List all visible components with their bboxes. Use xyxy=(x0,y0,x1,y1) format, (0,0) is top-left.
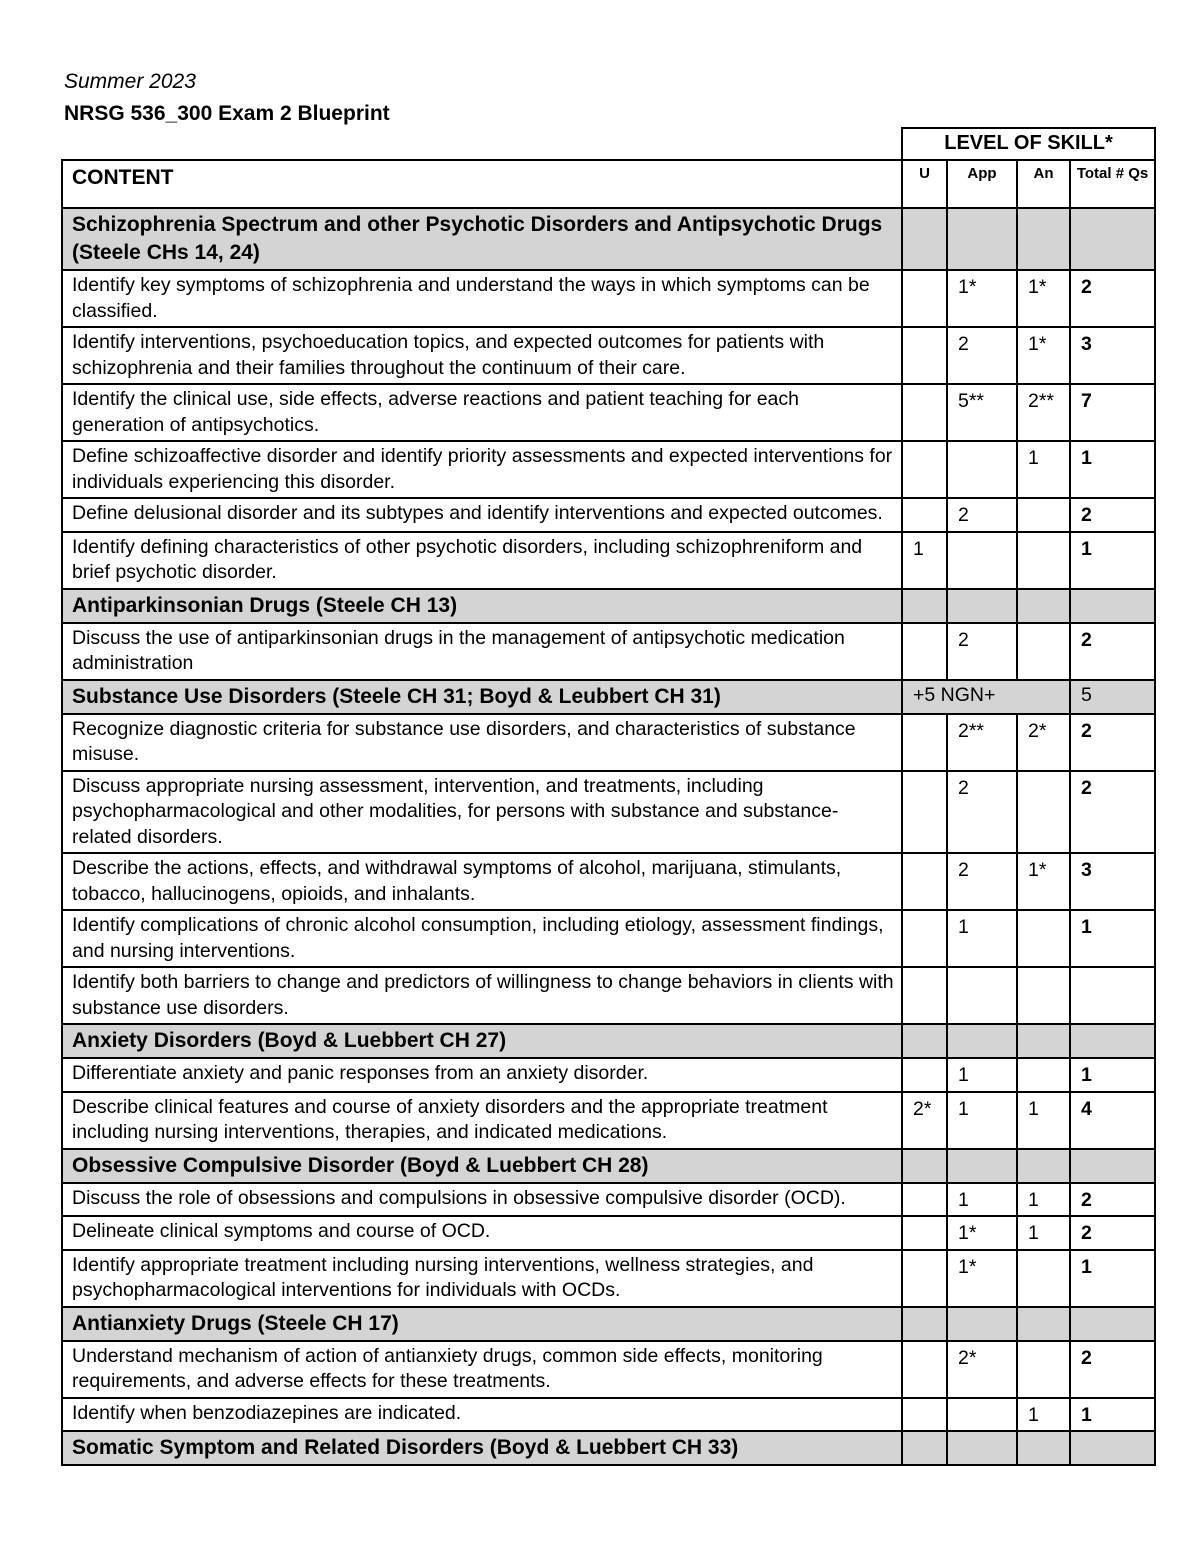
total-value: 4 xyxy=(1070,1092,1155,1149)
an-header: An xyxy=(1017,160,1070,208)
section-header-row xyxy=(62,589,1155,623)
section-app-cell xyxy=(947,1431,1017,1465)
table-row xyxy=(62,1398,1155,1432)
table-row xyxy=(62,327,1155,384)
total-value: 1 xyxy=(1070,910,1155,967)
section-u-cell xyxy=(902,208,947,270)
section-an-cell xyxy=(1017,1024,1070,1058)
section-total-cell xyxy=(1070,1307,1155,1341)
term-label: Summer 2023 xyxy=(64,70,196,93)
objective-text: Discuss the use of antiparkinsonian drugs in the management of antipsychotic medication administration xyxy=(62,623,902,680)
objective-text: Identify when benzodiazepines are indicated. xyxy=(62,1398,902,1432)
objective-text: Discuss the role of obsessions and compulsions in obsessive compulsive disorder (OCD). xyxy=(62,1183,902,1217)
an-value: 1 xyxy=(1017,441,1070,498)
app-value: 2 xyxy=(947,853,1017,910)
app-value: 1* xyxy=(947,270,1017,327)
u-value: 1 xyxy=(902,532,947,589)
app-value xyxy=(947,1398,1017,1432)
u-header: U xyxy=(902,160,947,208)
app-value: 5** xyxy=(947,384,1017,441)
section-title: Antiparkinsonian Drugs (Steele CH 13) xyxy=(62,589,902,623)
objective-text: Identify both barriers to change and predictors of willingness to change behaviors in clients with substance use disorders. xyxy=(62,967,902,1024)
app-value: 2 xyxy=(947,771,1017,854)
section-total-cell xyxy=(1070,1024,1155,1058)
u-value xyxy=(902,1216,947,1250)
app-value: 2 xyxy=(947,498,1017,532)
objective-text: Define schizoaffective disorder and identify priority assessments and expected interventions for individuals experiencing this disorder. xyxy=(62,441,902,498)
an-value: 1 xyxy=(1017,1092,1070,1149)
objective-text: Define delusional disorder and its subtypes and identify interventions and expected outcomes. xyxy=(62,498,902,532)
section-app-cell xyxy=(947,1307,1017,1341)
objective-text: Recognize diagnostic criteria for substance use disorders, and characteristics of substance misuse. xyxy=(62,714,902,771)
section-header-row xyxy=(62,1307,1155,1341)
an-value xyxy=(1017,1341,1070,1398)
total-value: 7 xyxy=(1070,384,1155,441)
an-value xyxy=(1017,967,1070,1024)
total-value: 3 xyxy=(1070,327,1155,384)
total-value: 1 xyxy=(1070,1398,1155,1432)
section-total-cell xyxy=(1070,208,1155,270)
section-header-row xyxy=(62,1149,1155,1183)
table-row xyxy=(62,532,1155,589)
section-title: Obsessive Compulsive Disorder (Boyd & Luebbert CH 28) xyxy=(62,1149,902,1183)
section-an-cell xyxy=(1017,208,1070,270)
objective-text: Identify defining characteristics of other psychotic disorders, including schizophreniform and brief psychotic disorder. xyxy=(62,532,902,589)
app-value xyxy=(947,967,1017,1024)
objective-text: Identify interventions, psychoeducation topics, and expected outcomes for patients with schizophrenia and their families throughout the continuum of their care. xyxy=(62,327,902,384)
total-value: 3 xyxy=(1070,853,1155,910)
objective-text: Understand mechanism of action of antianxiety drugs, common side effects, monitoring requirements, and adverse effects for these treatments. xyxy=(62,1341,902,1398)
app-value: 2 xyxy=(947,623,1017,680)
total-value: 2 xyxy=(1070,498,1155,532)
table-row xyxy=(62,498,1155,532)
section-title: Somatic Symptom and Related Disorders (Boyd & Luebbert CH 33) xyxy=(62,1431,902,1465)
section-an-cell xyxy=(1017,1149,1070,1183)
table-row xyxy=(62,1250,1155,1307)
section-an-cell xyxy=(1017,1431,1070,1465)
total-value: 1 xyxy=(1070,441,1155,498)
an-value xyxy=(1017,1250,1070,1307)
objective-text: Delineate clinical symptoms and course of OCD. xyxy=(62,1216,902,1250)
u-value xyxy=(902,714,947,771)
section-title: Antianxiety Drugs (Steele CH 17) xyxy=(62,1307,902,1341)
section-header-row xyxy=(62,208,1155,270)
table-row xyxy=(62,853,1155,910)
total-value: 1 xyxy=(1070,1058,1155,1092)
an-value xyxy=(1017,623,1070,680)
u-value: 2* xyxy=(902,1092,947,1149)
table-row xyxy=(62,1058,1155,1092)
section-title: Anxiety Disorders (Boyd & Luebbert CH 27) xyxy=(62,1024,902,1058)
section-u-cell xyxy=(902,1149,947,1183)
an-value: 1* xyxy=(1017,853,1070,910)
total-value: 2 xyxy=(1070,771,1155,854)
app-value: 2* xyxy=(947,1341,1017,1398)
objective-text: Describe the actions, effects, and withdrawal symptoms of alcohol, marijuana, stimulants, tobacco, hallucinogens, opioids, and inhalants. xyxy=(62,853,902,910)
section-u-cell xyxy=(902,1024,947,1058)
total-value: 2 xyxy=(1070,1341,1155,1398)
objective-text: Discuss appropriate nursing assessment, intervention, and treatments, including psychopharmacological and other modalities, for persons with substance and substance-related disorders. xyxy=(62,771,902,854)
app-value: 1* xyxy=(947,1250,1017,1307)
an-value: 1* xyxy=(1017,270,1070,327)
an-value xyxy=(1017,498,1070,532)
app-value: 2 xyxy=(947,327,1017,384)
level-of-skill-header: LEVEL OF SKILL* xyxy=(902,128,1155,160)
total-value: 2 xyxy=(1070,270,1155,327)
table-row xyxy=(62,441,1155,498)
total-value: 2 xyxy=(1070,1183,1155,1217)
an-value xyxy=(1017,532,1070,589)
section-app-cell xyxy=(947,1024,1017,1058)
section-app-cell xyxy=(947,1149,1017,1183)
u-value xyxy=(902,327,947,384)
section-total-cell xyxy=(1070,1149,1155,1183)
objective-text: Identify the clinical use, side effects, adverse reactions and patient teaching for each generation of antipsychotics. xyxy=(62,384,902,441)
table-row xyxy=(62,270,1155,327)
an-value xyxy=(1017,771,1070,854)
section-total-cell xyxy=(1070,589,1155,623)
total-header: Total # Qs xyxy=(1070,160,1155,208)
total-value: 2 xyxy=(1070,623,1155,680)
objective-text: Describe clinical features and course of anxiety disorders and the appropriate treatment including nursing interventions, therapies, and indicated medications. xyxy=(62,1092,902,1149)
table-body xyxy=(62,208,1155,1465)
objective-text: Identify complications of chronic alcohol consumption, including etiology, assessment findings, and nursing interventions. xyxy=(62,910,902,967)
u-value xyxy=(902,441,947,498)
app-value xyxy=(947,532,1017,589)
table-row xyxy=(62,1092,1155,1149)
app-header: App xyxy=(947,160,1017,208)
an-value xyxy=(1017,910,1070,967)
app-value: 1 xyxy=(947,1058,1017,1092)
section-u-cell xyxy=(902,1307,947,1341)
u-value xyxy=(902,1341,947,1398)
total-value: 2 xyxy=(1070,1216,1155,1250)
u-value xyxy=(902,498,947,532)
table-row xyxy=(62,910,1155,967)
an-value: 1 xyxy=(1017,1398,1070,1432)
section-app-cell xyxy=(947,589,1017,623)
total-value: 2 xyxy=(1070,714,1155,771)
u-value xyxy=(902,270,947,327)
blueprint-table xyxy=(61,127,1156,1466)
table-row xyxy=(62,1341,1155,1398)
u-value xyxy=(902,384,947,441)
table-row xyxy=(62,967,1155,1024)
table-row xyxy=(62,1183,1155,1217)
total-value: 1 xyxy=(1070,532,1155,589)
app-value: 1 xyxy=(947,910,1017,967)
app-value: 1* xyxy=(947,1216,1017,1250)
section-header-row xyxy=(62,1024,1155,1058)
ngn-note: +5 NGN+ xyxy=(902,680,1070,714)
section-an-cell xyxy=(1017,589,1070,623)
u-value xyxy=(902,1058,947,1092)
objective-text: Differentiate anxiety and panic responses from an anxiety disorder. xyxy=(62,1058,902,1092)
section-header-row xyxy=(62,1431,1155,1465)
an-value: 1 xyxy=(1017,1183,1070,1217)
u-value xyxy=(902,853,947,910)
total-value xyxy=(1070,967,1155,1024)
section-an-cell xyxy=(1017,1307,1070,1341)
an-value: 2* xyxy=(1017,714,1070,771)
objective-text: Identify key symptoms of schizophrenia and understand the ways in which symptoms can be classified. xyxy=(62,270,902,327)
section-title: Substance Use Disorders (Steele CH 31; Boyd & Leubbert CH 31) xyxy=(62,680,902,714)
total-value: 1 xyxy=(1070,1250,1155,1307)
table-row xyxy=(62,771,1155,854)
blank-corner xyxy=(62,128,902,160)
app-value: 1 xyxy=(947,1092,1017,1149)
u-value xyxy=(902,1398,947,1432)
an-value xyxy=(1017,1058,1070,1092)
an-value: 2** xyxy=(1017,384,1070,441)
app-value: 1 xyxy=(947,1183,1017,1217)
table-row xyxy=(62,623,1155,680)
u-value xyxy=(902,910,947,967)
u-value xyxy=(902,1183,947,1217)
table-row xyxy=(62,384,1155,441)
u-value xyxy=(902,967,947,1024)
an-value: 1* xyxy=(1017,327,1070,384)
section-header-row xyxy=(62,680,1155,714)
section-app-cell xyxy=(947,208,1017,270)
table-row xyxy=(62,1216,1155,1250)
u-value xyxy=(902,623,947,680)
document-title: NRSG 536_300 Exam 2 Blueprint xyxy=(64,102,390,125)
app-value xyxy=(947,441,1017,498)
section-u-cell xyxy=(902,589,947,623)
an-value: 1 xyxy=(1017,1216,1070,1250)
app-value: 2** xyxy=(947,714,1017,771)
section-u-cell xyxy=(902,1431,947,1465)
u-value xyxy=(902,771,947,854)
section-title: Schizophrenia Spectrum and other Psychotic Disorders and Antipsychotic Drugs (Steele CHs 14, 24) xyxy=(62,208,902,270)
section-total-cell xyxy=(1070,1431,1155,1465)
table-row xyxy=(62,714,1155,771)
ngn-total: 5 xyxy=(1070,680,1155,714)
u-value xyxy=(902,1250,947,1307)
content-header: CONTENT xyxy=(62,160,902,208)
objective-text: Identify appropriate treatment including nursing interventions, wellness strategies, and psychopharmacological interventions for individuals with OCDs. xyxy=(62,1250,902,1307)
